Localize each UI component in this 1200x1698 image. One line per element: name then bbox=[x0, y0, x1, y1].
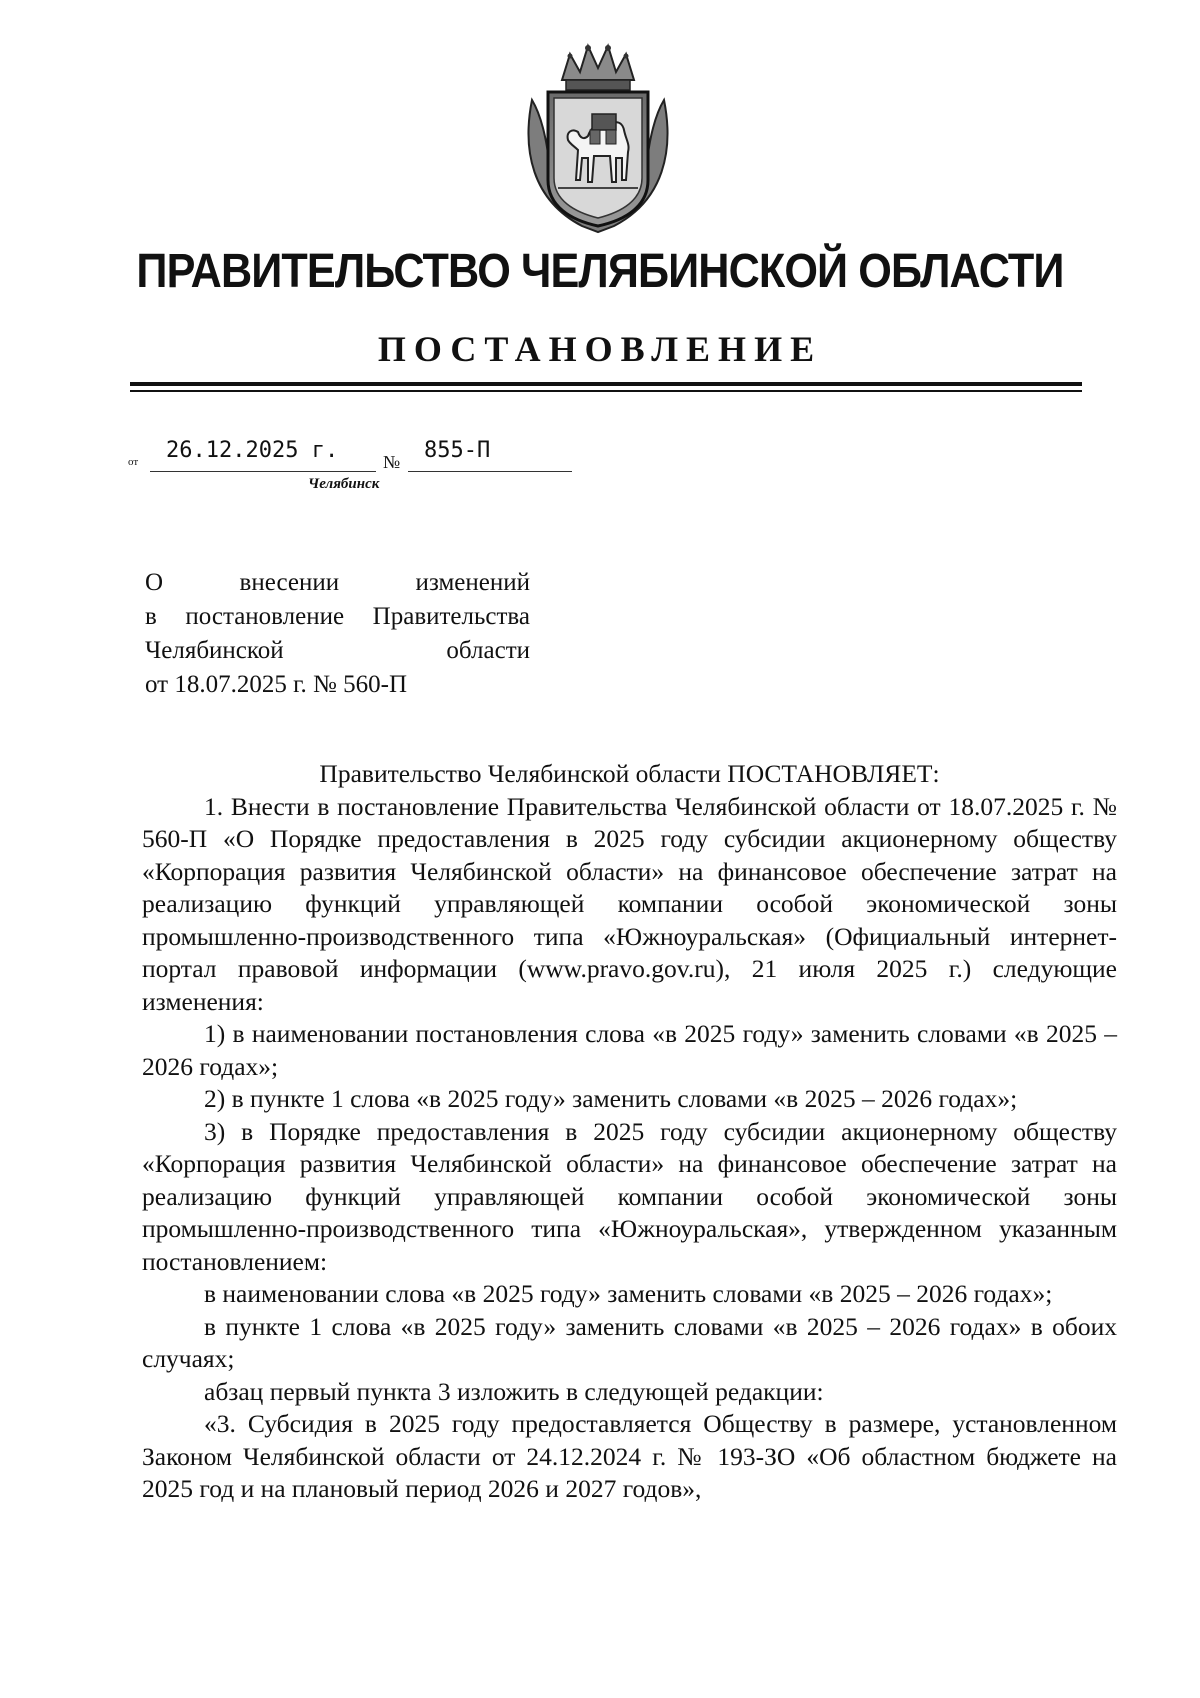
document-date: 26.12.2025 г. bbox=[150, 438, 376, 472]
subject-line: О внесении изменений bbox=[145, 569, 530, 596]
document-city: Челябинск bbox=[308, 476, 380, 492]
document-body bbox=[142, 758, 1117, 1506]
subject-line: от 18.07.2025 г. № 560-П bbox=[145, 671, 408, 698]
document-number: 855-П bbox=[408, 438, 572, 472]
body-paragraph: абзац первый пункта 3 изложить в следующей редакции: bbox=[204, 1376, 824, 1406]
subject-line: Челябинской области bbox=[145, 637, 530, 664]
date-label: от bbox=[128, 456, 139, 468]
subject-line: в постановление Правительства bbox=[145, 603, 530, 630]
number-label: № bbox=[383, 452, 401, 472]
body-paragraph: 3) в Порядке предоставления в 2025 году субсидии акционерному обществу «Корпорация развития Челябинской области» на финансовое обеспечение затрат на реализацию функций управляющей компании особой экономической зоны промышленно-производственного типа «Южноуральская», утвержденном указанным постановлением: bbox=[142, 1116, 1117, 1276]
body-paragraph: 2) в пункте 1 слова «в 2025 году» заменить словами «в 2025 – 2026 годах»; bbox=[204, 1084, 1018, 1113]
resolution-preamble: Правительство Челябинской области ПОСТАНОВЛЯЕТ: bbox=[319, 759, 940, 788]
header-divider-thick bbox=[130, 382, 1082, 386]
organization-title: ПРАВИТЕЛЬСТВО ЧЕЛЯБИНСКОЙ ОБЛАСТИ bbox=[136, 245, 1064, 298]
document-type-title: ПОСТАНОВЛЕНИЕ bbox=[377, 329, 823, 369]
body-paragraph: «3. Субсидия в 2025 году предоставляется Обществу в размере, установленном Законом Челябинской области от 24.12.2024 г. № 193-ЗО «Об областном бюджете на 2025 год и на плановый период 2026 и 2027 годов», bbox=[142, 1409, 1117, 1503]
document-meta-row bbox=[128, 438, 568, 474]
document-subject bbox=[145, 566, 530, 702]
body-paragraph: 1) в наименовании постановления слова «в 2025 году» заменить словами «в 2025 – 2026 годах»; bbox=[142, 1019, 1117, 1081]
header-divider-thin bbox=[130, 390, 1082, 392]
body-paragraph: 1. Внести в постановление Правительства Челябинской области от 18.07.2025 г. № 560-П «О Порядке предоставления в 2025 году субсидии акционерному обществу «Корпорация развития Челябинской области» на финансовое обеспечение затрат на реализацию функций управляющей компании особой экономической зоны промышленно-производственного типа «Южноуральская» (Официальный интернет-портал правовой информации (www.pravo.gov.ru), 21 июля 2025 г.) следующие изменения: bbox=[142, 791, 1117, 1016]
coat-of-arms-icon bbox=[522, 40, 674, 236]
body-paragraph: в пункте 1 слова «в 2025 году» заменить словами «в 2025 – 2026 годах» в обоих случаях; bbox=[142, 1311, 1117, 1373]
body-paragraph: в наименовании слова «в 2025 году» заменить словами «в 2025 – 2026 годах»; bbox=[204, 1279, 1053, 1308]
